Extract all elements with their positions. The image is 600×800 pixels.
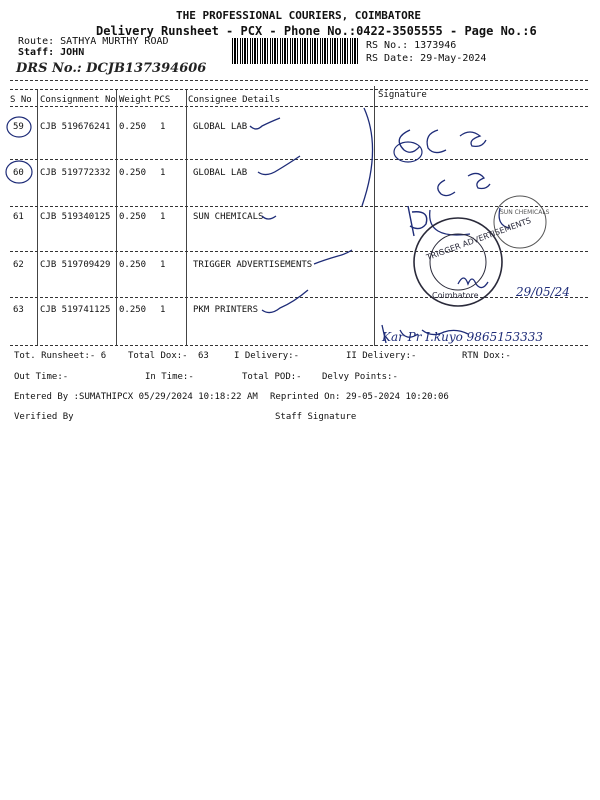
- row-pcs: 1: [160, 122, 166, 132]
- total-runsheet: Tot. Runsheet:- 6: [14, 351, 107, 361]
- row-consignee: GLOBAL LAB: [193, 168, 248, 178]
- rtn-dox: RTN Dox:-: [462, 351, 511, 361]
- verified-by: Verified By: [14, 412, 74, 422]
- total-dox-value: 63: [198, 351, 209, 361]
- row-weight: 0.250: [119, 122, 147, 132]
- row-consignment: CJB 519772332: [40, 168, 111, 178]
- company-stamp: [414, 216, 532, 306]
- document-subtitle: Delivery Runsheet - PCX - Phone No.:0422-3505555 - Page No.:6: [96, 24, 537, 38]
- circle-mark: [6, 161, 32, 183]
- handwritten-phone: Kar Pr I.kuyo 9865153333: [382, 330, 544, 344]
- drs-number: DRS No.: DCJB137394606: [16, 61, 207, 76]
- handwritten-date: 29/05/24: [516, 285, 570, 299]
- staff-signature: Staff Signature: [275, 412, 357, 422]
- row-sno: 63: [13, 305, 24, 315]
- col-sno: S No: [10, 95, 32, 105]
- route-label: Route: SATHYA MURTHY ROAD: [18, 36, 169, 47]
- reprinted-on: Reprinted On: 29-05-2024 10:20:06: [270, 392, 449, 402]
- total-dox-label: Total Dox:-: [128, 351, 188, 361]
- tick-mark: [258, 156, 300, 175]
- i-delivery: I Delivery:-: [234, 351, 300, 361]
- tick-mark: [314, 250, 352, 264]
- signature-scribble: [438, 173, 490, 195]
- col-consignee: Consignee Details: [188, 95, 281, 105]
- col-pcs: PCS: [154, 95, 171, 105]
- out-time: Out Time:-: [14, 372, 69, 382]
- row-consignment: CJB 519340125: [40, 212, 111, 222]
- svg-text:SUN CHEMICALS: SUN CHEMICALS: [500, 209, 550, 216]
- row-sno: 59: [13, 122, 24, 132]
- circle-mark: [7, 117, 31, 137]
- signature-scribble: [399, 130, 486, 153]
- svg-text:TRIGGER ADVERTISEMENTS: TRIGGER ADVERTISEMENTS: [425, 215, 533, 263]
- col-signature: Signature: [378, 90, 427, 100]
- row-consignee: GLOBAL LAB: [193, 122, 248, 132]
- entered-by: Entered By :SUMATHIPCX 05/29/2024 10:18:22 AM: [14, 392, 258, 402]
- ii-delivery: II Delivery:-: [346, 351, 417, 361]
- bracket-mark: [362, 108, 373, 206]
- row-weight: 0.250: [119, 212, 147, 222]
- delvy-points: Delvy Points:-: [322, 372, 398, 382]
- col-weight: Weight: [119, 95, 152, 105]
- row-pcs: 1: [160, 305, 166, 315]
- tick-mark: [250, 118, 280, 129]
- row-weight: 0.250: [119, 260, 147, 270]
- rs-date: RS Date: 29-May-2024: [366, 53, 487, 64]
- row-consignment: CJB 519709429: [40, 260, 111, 270]
- row-pcs: 1: [160, 260, 166, 270]
- in-time: In Time:-: [145, 372, 194, 382]
- svg-text:Coimbatore: Coimbatore: [432, 291, 479, 300]
- document-title: THE PROFESSIONAL COURIERS, COIMBATORE: [176, 9, 422, 22]
- row-consignee: PKM PRINTERS: [193, 305, 259, 315]
- tick-mark: [262, 216, 276, 219]
- col-consignment: Consignment No: [40, 95, 116, 105]
- row-consignment: CJB 519676241: [40, 122, 111, 132]
- row-consignee: SUN CHEMICALS: [193, 212, 264, 222]
- row-consignment: CJB 519741125: [40, 305, 111, 315]
- row-weight: 0.250: [119, 305, 147, 315]
- rs-number: RS No.: 1373946: [366, 40, 457, 51]
- row-sno: 60: [13, 168, 24, 178]
- row-sno: 61: [13, 212, 24, 222]
- staff-label: Staff: JOHN: [18, 47, 85, 58]
- signature-scribble: [408, 206, 427, 236]
- row-sno: 62: [13, 260, 24, 270]
- total-pod: Total POD:-: [242, 372, 302, 382]
- row-consignee: TRIGGER ADVERTISEMENTS: [193, 260, 313, 270]
- tick-mark: [262, 290, 308, 313]
- row-pcs: 1: [160, 212, 166, 222]
- row-weight: 0.250: [119, 168, 147, 178]
- row-pcs: 1: [160, 168, 166, 178]
